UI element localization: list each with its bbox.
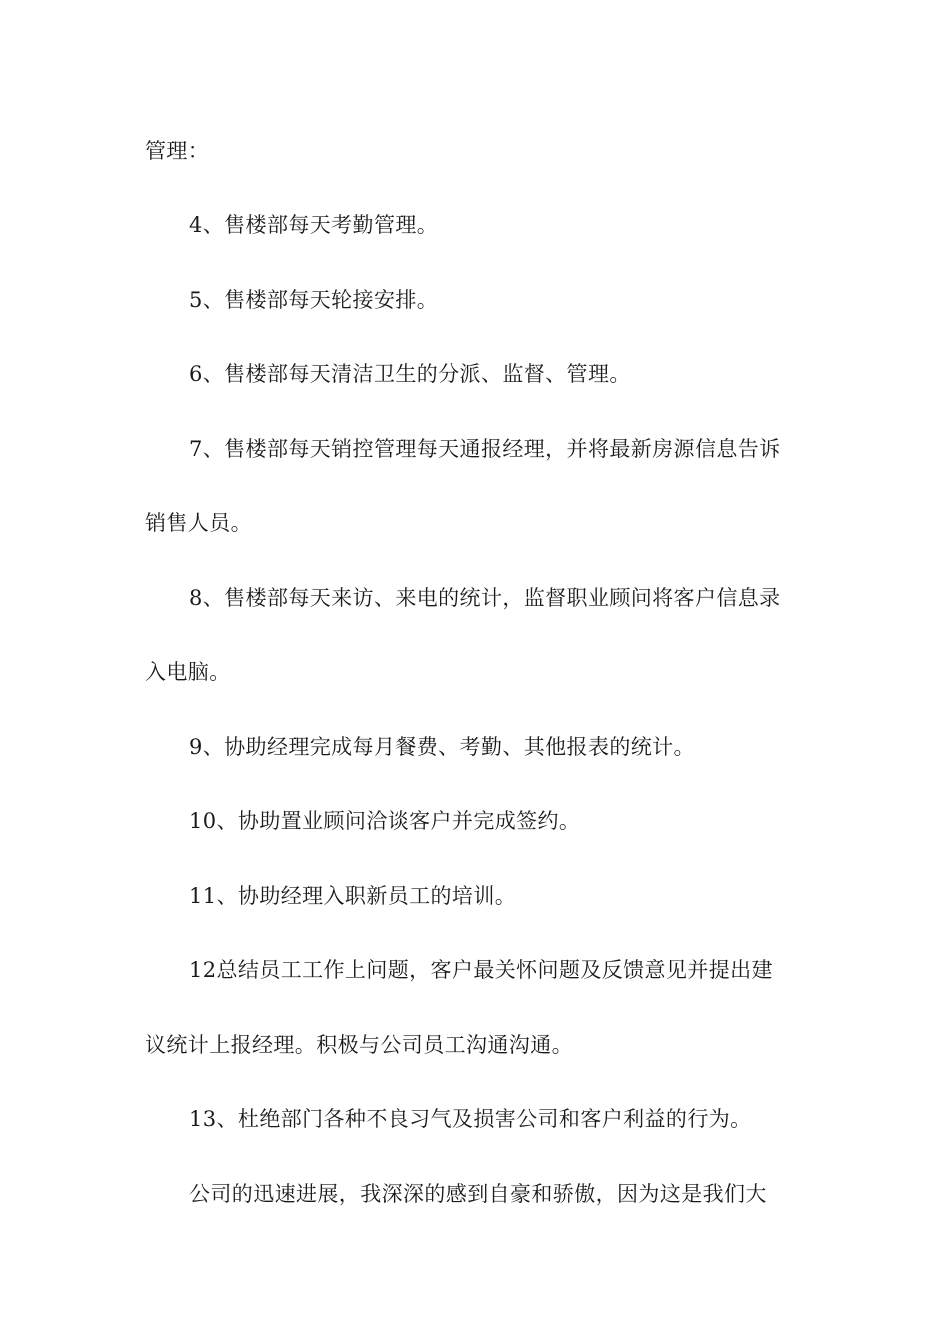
- item-13: 13、杜绝部门各种不良习气及损害公司和客户利益的行为。: [189, 1107, 752, 1131]
- item-10: 10、协助置业顾问洽谈客户并完成签约。: [189, 809, 581, 833]
- item-5: 5、售楼部每天轮接安排。: [189, 288, 439, 312]
- closing-paragraph: 公司的迅速进展，我深深的感到自豪和骄傲，因为这是我们大: [189, 1182, 767, 1206]
- item-8: 8、售楼部每天来访、来电的统计，监督职业顾问将客户信息录: [189, 586, 781, 610]
- item-12: 12总结员工工作上问题，客户最关怀问题及反馈意见并提出建: [189, 958, 773, 982]
- item-7: 7、售楼部每天销控管理每天通报经理，并将最新房源信息告诉: [189, 437, 781, 461]
- item-8-continuation: 入电脑。: [145, 660, 231, 684]
- item-7-continuation: 销售人员。: [145, 511, 252, 535]
- item-12-continuation: 议统计上报经理。积极与公司员工沟通沟通。: [145, 1033, 573, 1057]
- item-11: 11、协助经理入职新员工的培训。: [189, 884, 517, 908]
- text-line-management-colon: 管理：: [145, 139, 210, 163]
- item-4: 4、售楼部每天考勤管理。: [189, 213, 439, 237]
- item-9: 9、协助经理完成每月餐费、考勤、其他报表的统计。: [189, 735, 695, 759]
- item-6: 6、售楼部每天清洁卫生的分派、监督、管理。: [189, 362, 631, 386]
